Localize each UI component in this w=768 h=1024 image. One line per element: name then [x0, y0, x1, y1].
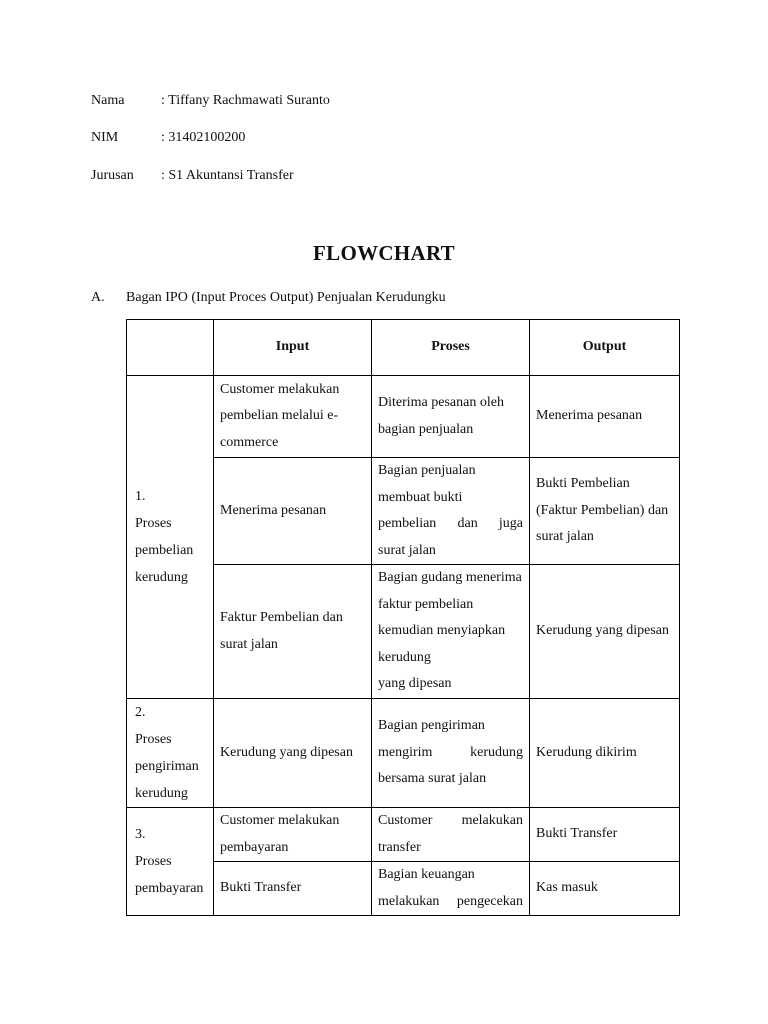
- input-cell: Menerima pesanan: [214, 458, 372, 565]
- stage-number: 1.: [135, 489, 146, 504]
- process-cell: [372, 862, 530, 916]
- document-title: FLOWCHART: [313, 241, 455, 265]
- stage-cell-purchase: [127, 376, 214, 699]
- process-text-last-line: transfer: [378, 839, 421, 855]
- major-label: Jurusan: [91, 168, 134, 183]
- process-text: Bagian penjualan membuat bukti pembelian dan juga: [378, 463, 523, 531]
- process-text: Bagian gudang menerima faktur pembelian kemudian menyiapkan kerudung: [378, 570, 522, 665]
- output-cell: Bukti Pembelian (Faktur Pembelian) dan surat jalan: [530, 458, 680, 565]
- process-text-last-line: yang dipesan: [378, 676, 452, 692]
- nim-label: NIM: [91, 130, 119, 145]
- header-process: Proses: [372, 320, 530, 376]
- table-row: [127, 808, 680, 862]
- output-cell: Bukti Transfer: [530, 808, 680, 862]
- nim-value: : 31402100200: [161, 130, 246, 145]
- major-value: : S1 Akuntansi Transfer: [161, 168, 294, 183]
- stage-label-line: pembayaran: [135, 881, 204, 896]
- stage-label-line: pembelian: [135, 543, 194, 558]
- input-cell: Faktur Pembelian dan surat jalan: [214, 565, 372, 699]
- process-text-last-line: bersama surat jalan: [378, 771, 487, 787]
- output-cell: Kerudung dikirim: [530, 699, 680, 808]
- table-row: [127, 699, 680, 808]
- process-cell: [372, 565, 530, 699]
- table-row: [127, 376, 680, 458]
- process-text: Customer melakukan: [378, 813, 523, 828]
- input-cell: Customer melakukan pembelian melalui e-commerce: [214, 376, 372, 458]
- header-stage: [127, 320, 214, 376]
- process-cell: Diterima pesanan oleh bagian penjualan: [372, 376, 530, 458]
- ipo-table: [126, 319, 680, 916]
- section-heading-text: Bagan IPO (Input Proces Output) Penjualan Kerudungku: [126, 290, 446, 305]
- header-output: Output: [530, 320, 680, 376]
- process-cell: [372, 699, 530, 808]
- input-cell: Kerudung yang dipesan: [214, 699, 372, 808]
- stage-label-line: pengiriman: [135, 759, 199, 774]
- stage-label-line: Proses: [135, 516, 172, 531]
- process-cell: [372, 808, 530, 862]
- header-input: Input: [214, 320, 372, 376]
- stage-label-line: Proses: [135, 732, 172, 747]
- stage-label-line: Proses: [135, 854, 172, 869]
- stage-cell-payment: [127, 808, 214, 916]
- stage-cell-shipping: [127, 699, 214, 808]
- output-cell: Kas masuk: [530, 862, 680, 916]
- stage-number: 3.: [135, 827, 146, 842]
- input-cell: Customer melakukan pembayaran: [214, 808, 372, 862]
- table-header-row: [127, 320, 680, 376]
- section-letter: A.: [91, 290, 105, 305]
- process-text: Bagian pengiriman mengirim kerudung: [378, 718, 523, 760]
- output-cell: Kerudung yang dipesan: [530, 565, 680, 699]
- stage-label-line: kerudung: [135, 570, 188, 585]
- process-cell: [372, 458, 530, 565]
- name-value: : Tiffany Rachmawati Suranto: [161, 93, 330, 108]
- stage-number: 2.: [135, 705, 146, 720]
- output-cell: Menerima pesanan: [530, 376, 680, 458]
- stage-label-line: kerudung: [135, 786, 188, 801]
- process-text: Bagian keuangan melakukan pengecekan: [378, 867, 523, 909]
- input-cell: Bukti Transfer: [214, 862, 372, 916]
- process-text-last-line: surat jalan: [378, 542, 436, 558]
- name-label: Nama: [91, 93, 125, 108]
